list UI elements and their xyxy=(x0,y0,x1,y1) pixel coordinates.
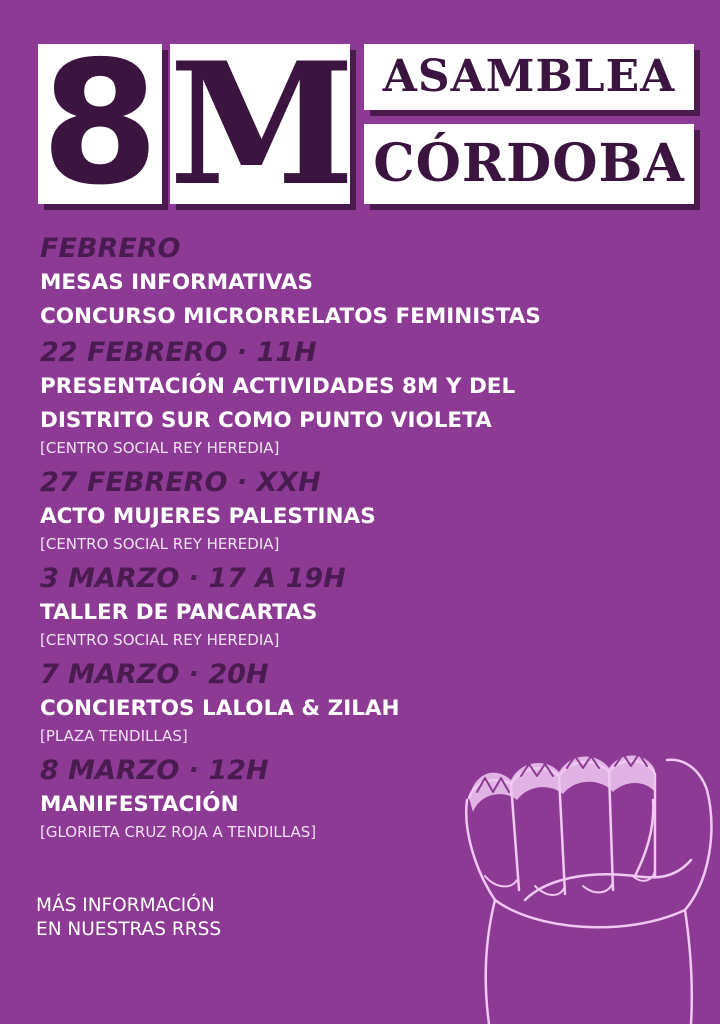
title-asamblea: ASAMBLEA xyxy=(382,51,676,102)
event-title: ACTO MUJERES PALESTINAS xyxy=(40,504,376,529)
event-date: 8 MARZO · 12H xyxy=(40,755,269,786)
event-title: PRESENTACIÓN ACTIVIDADES 8M Y DEL xyxy=(40,374,516,399)
event-place: [CENTRO SOCIAL REY HEREDIA] xyxy=(40,439,280,457)
event-place: [GLORIETA CRUZ ROJA A TENDILLAS] xyxy=(40,823,317,841)
title-asamblea-box xyxy=(364,44,694,110)
logo-number: 8 xyxy=(40,25,160,223)
event-title: CONCIERTOS LALOLA & ZILAH xyxy=(40,696,400,721)
logo-letter: M xyxy=(169,25,351,223)
event-title: MANIFESTACIÓN xyxy=(40,792,239,817)
event-title: TALLER DE PANCARTAS xyxy=(40,600,318,625)
event-title: MESAS INFORMATIVAS xyxy=(40,270,314,295)
event-date: 22 FEBRERO · 11H xyxy=(40,337,317,368)
logo-number-box xyxy=(38,25,162,223)
event-date: 7 MARZO · 20H xyxy=(40,659,269,690)
event-date: 27 FEBRERO · XXH xyxy=(40,467,321,498)
title-cordoba-box xyxy=(364,124,694,204)
event-3-marzo xyxy=(40,562,680,650)
raised-fist-icon xyxy=(455,680,720,1024)
event-place: [CENTRO SOCIAL REY HEREDIA] xyxy=(40,631,280,649)
logo-letter-box xyxy=(169,25,351,223)
event-date: 3 MARZO · 17 A 19H xyxy=(40,563,346,594)
more-info-line: MÁS INFORMACIÓN xyxy=(36,895,215,916)
event-febrero xyxy=(40,232,680,334)
more-info-line: EN NUESTRAS RRSS xyxy=(36,919,222,940)
event-title: CONCURSO MICRORRELATOS FEMINISTAS xyxy=(40,304,541,329)
event-date: FEBRERO xyxy=(40,233,181,264)
event-27-febrero xyxy=(40,466,680,554)
event-22-febrero xyxy=(40,336,680,458)
event-place: [CENTRO SOCIAL REY HEREDIA] xyxy=(40,535,280,553)
event-title: DISTRITO SUR COMO PUNTO VIOLETA xyxy=(40,408,492,433)
title-cordoba: CÓRDOBA xyxy=(373,133,685,194)
event-place: [PLAZA TENDILLAS] xyxy=(40,727,188,745)
more-info xyxy=(36,894,221,942)
